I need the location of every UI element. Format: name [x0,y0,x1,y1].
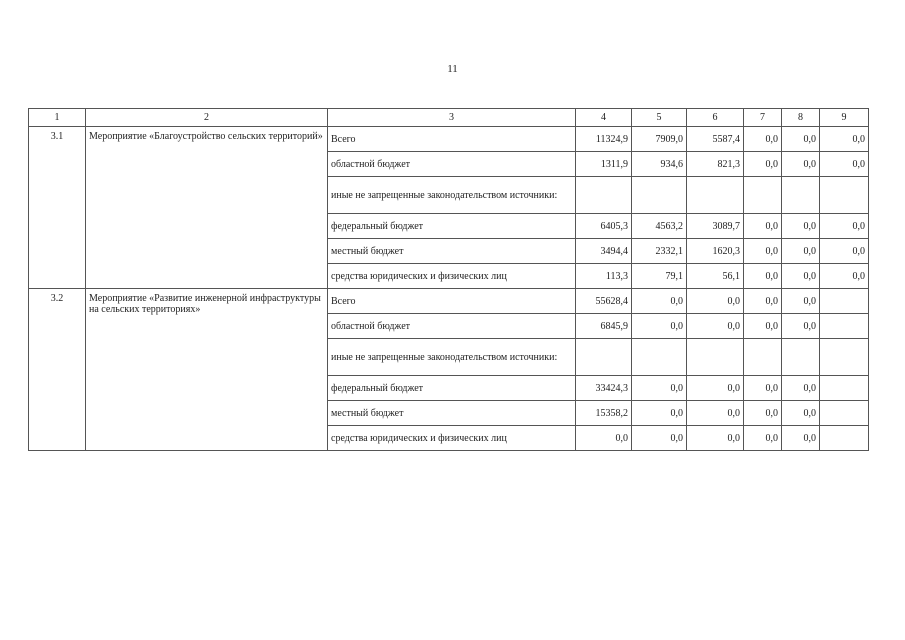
value-cell [632,177,687,214]
funding-source: федеральный бюджет [328,214,576,239]
header-cell: 2 [86,109,328,127]
value-cell: 0,0 [744,152,782,177]
value-cell: 6405,3 [576,214,632,239]
funding-source: средства юридических и физических лиц [328,264,576,289]
value-cell: 0,0 [782,401,820,426]
value-cell: 0,0 [687,401,744,426]
value-cell: 0,0 [820,239,869,264]
value-cell: 3089,7 [687,214,744,239]
value-cell: 15358,2 [576,401,632,426]
event-name: Мероприятие «Развитие инженерной инфраструктуры на сельских территориях» [86,289,328,451]
value-cell: 0,0 [782,376,820,401]
value-cell: 0,0 [632,401,687,426]
value-cell: 0,0 [744,214,782,239]
value-cell: 0,0 [632,426,687,451]
value-cell [782,339,820,376]
value-cell: 0,0 [782,127,820,152]
value-cell: 0,0 [632,314,687,339]
value-cell: 0,0 [744,376,782,401]
value-cell: 5587,4 [687,127,744,152]
value-cell: 113,3 [576,264,632,289]
value-cell: 0,0 [820,214,869,239]
value-cell: 0,0 [744,239,782,264]
header-cell: 5 [632,109,687,127]
funding-source: местный бюджет [328,239,576,264]
funding-source: иные не запрещенные законодательством источники: [328,177,576,214]
value-cell: 0,0 [782,264,820,289]
value-cell: 3494,4 [576,239,632,264]
value-cell: 0,0 [782,314,820,339]
value-cell: 7909,0 [632,127,687,152]
value-cell: 0,0 [744,264,782,289]
value-cell [820,314,869,339]
header-cell: 9 [820,109,869,127]
value-cell: 6845,9 [576,314,632,339]
value-cell: 1620,3 [687,239,744,264]
value-cell: 33424,3 [576,376,632,401]
value-cell: 0,0 [744,127,782,152]
funding-source: областной бюджет [328,152,576,177]
value-cell [820,401,869,426]
value-cell: 0,0 [782,289,820,314]
value-cell: 1311,9 [576,152,632,177]
value-cell: 0,0 [820,127,869,152]
table-row [29,127,869,152]
value-cell: 0,0 [820,152,869,177]
value-cell [576,177,632,214]
funding-source: Всего [328,127,576,152]
funding-source: областной бюджет [328,314,576,339]
value-cell: 56,1 [687,264,744,289]
value-cell: 0,0 [744,426,782,451]
value-cell [744,177,782,214]
value-cell: 0,0 [782,426,820,451]
funding-source: Всего [328,289,576,314]
value-cell: 821,3 [687,152,744,177]
value-cell: 0,0 [744,314,782,339]
value-cell: 0,0 [687,376,744,401]
value-cell: 0,0 [687,314,744,339]
value-cell: 0,0 [632,376,687,401]
table-row [29,289,869,314]
value-cell: 11324,9 [576,127,632,152]
value-cell [576,339,632,376]
value-cell: 0,0 [687,426,744,451]
header-cell: 3 [328,109,576,127]
header-cell: 6 [687,109,744,127]
event-index: 3.1 [29,127,86,289]
value-cell [820,426,869,451]
budget-table [28,108,869,451]
value-cell: 934,6 [632,152,687,177]
value-cell [820,177,869,214]
value-cell: 0,0 [576,426,632,451]
funding-source: средства юридических и физических лиц [328,426,576,451]
page-number: 11 [447,63,458,75]
value-cell: 55628,4 [576,289,632,314]
value-cell [632,339,687,376]
value-cell: 79,1 [632,264,687,289]
value-cell: 0,0 [744,401,782,426]
header-row [29,109,869,127]
value-cell: 0,0 [782,214,820,239]
value-cell [782,177,820,214]
value-cell: 4563,2 [632,214,687,239]
header-cell: 8 [782,109,820,127]
funding-source: иные не запрещенные законодательством источники: [328,339,576,376]
header-cell: 4 [576,109,632,127]
value-cell [687,177,744,214]
value-cell: 0,0 [820,264,869,289]
value-cell: 0,0 [782,152,820,177]
event-name: Мероприятие «Благоустройство сельских территорий» [86,127,328,289]
value-cell: 0,0 [782,239,820,264]
value-cell: 2332,1 [632,239,687,264]
value-cell [820,289,869,314]
value-cell [687,339,744,376]
funding-source: местный бюджет [328,401,576,426]
value-cell: 0,0 [687,289,744,314]
value-cell: 0,0 [632,289,687,314]
value-cell: 0,0 [744,289,782,314]
value-cell [820,376,869,401]
header-cell: 1 [29,109,86,127]
value-cell [744,339,782,376]
value-cell [820,339,869,376]
funding-source: федеральный бюджет [328,376,576,401]
event-index: 3.2 [29,289,86,451]
header-cell: 7 [744,109,782,127]
